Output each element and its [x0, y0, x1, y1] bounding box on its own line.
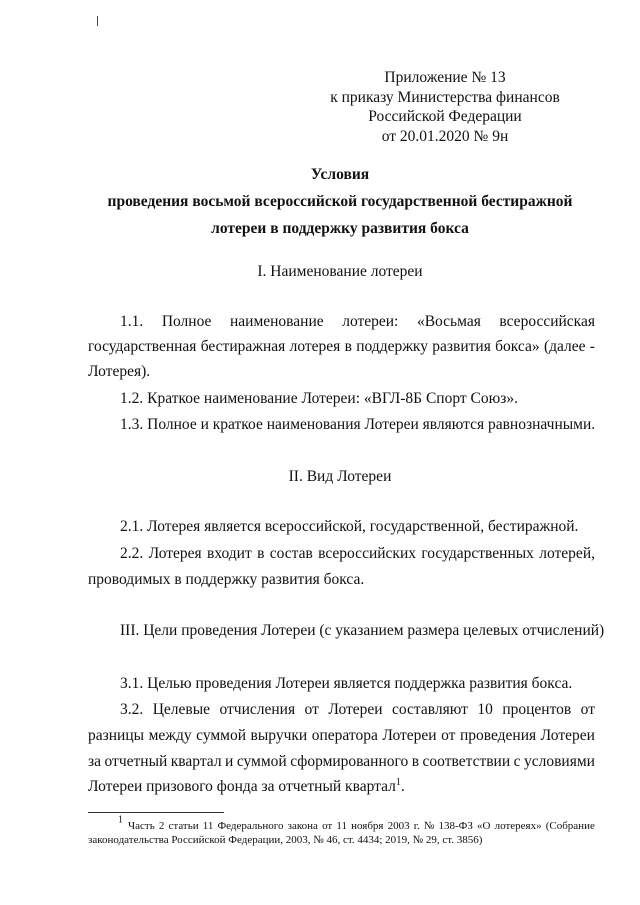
- word: лотереях»: [494, 820, 542, 832]
- word: сформированного: [290, 753, 409, 770]
- word: ноября: [351, 820, 384, 832]
- word: (далее: [543, 338, 586, 355]
- section-heading-3: III. Цели проведения Лотереи (с указанием размера целевых отчислений): [120, 622, 605, 639]
- word: 11: [336, 820, 347, 832]
- word: оператора: [311, 727, 378, 744]
- appendix-line: Приложение № 13: [384, 69, 506, 86]
- paragraph-3-2-line: [88, 727, 595, 745]
- word: 2.2.: [120, 545, 144, 562]
- paragraph-3-2: [120, 701, 595, 719]
- appendix-line: к приказу Министерства финансов: [330, 88, 560, 106]
- word: развития: [432, 338, 491, 355]
- paragraph-3-1: 3.1. Целью проведения Лотереи является поддержка развития бокса.: [120, 675, 573, 692]
- paragraph-1-1: [120, 313, 595, 331]
- word: Лотереи: [540, 727, 595, 744]
- word: отчисления: [219, 701, 296, 718]
- paragraph-1-3: 1.3. Полное и краткое наименования Лотереи являются равнозначными.: [120, 416, 596, 433]
- paragraph-1-1-line: Лотерея).: [88, 363, 151, 380]
- word: -: [589, 338, 595, 355]
- word: суммой: [236, 753, 287, 770]
- word: всероссийских: [318, 545, 416, 562]
- word: условиями: [524, 753, 595, 770]
- word: лотереи:: [342, 313, 399, 330]
- document-title-line: лотереи в поддержку развития бокса: [211, 220, 469, 237]
- word: процентов: [502, 701, 572, 718]
- paragraph-1-1-line: [88, 338, 595, 356]
- word: с: [513, 753, 521, 770]
- word: лотерея: [289, 338, 341, 355]
- word: суммой: [196, 727, 247, 744]
- word: всероссийская: [499, 313, 595, 330]
- word: в: [344, 338, 352, 355]
- word: 10: [477, 701, 493, 718]
- word: между: [148, 727, 192, 744]
- word: (Собрание: [545, 820, 595, 832]
- appendix-header: [300, 68, 590, 146]
- word: Лотереи: [382, 727, 437, 744]
- word: статьи: [168, 820, 199, 832]
- word: отчетный: [104, 753, 168, 770]
- word: от: [322, 820, 333, 832]
- word: 3.2.: [120, 701, 144, 718]
- word: в: [411, 753, 420, 770]
- paragraph-1-2: 1.2. Краткое наименование Лотереи: «ВГЛ-8Б Спорт Союз».: [120, 390, 518, 407]
- paragraph-2-2-line: проводимых в поддержку развития бокса.: [88, 571, 365, 588]
- word: поддержку: [356, 338, 428, 355]
- word: лотерей,: [539, 545, 595, 562]
- appendix-line: Российской Федерации: [368, 108, 522, 125]
- word: выручки: [250, 727, 308, 744]
- word: 11: [202, 820, 214, 832]
- word: государственная: [88, 338, 197, 355]
- footnote-marker: [118, 814, 123, 830]
- paragraph-3-2-line: [88, 778, 405, 796]
- document-title: Условия: [310, 166, 370, 183]
- word: бестиражная: [200, 338, 286, 355]
- word: «О: [477, 820, 491, 832]
- footnote-divider: [88, 812, 224, 813]
- word: г.: [413, 820, 420, 832]
- word: и: [225, 753, 234, 770]
- footnote-reference: 1: [395, 776, 401, 788]
- word: 2003: [387, 820, 410, 832]
- word: проведения: [459, 727, 537, 744]
- word: разницы: [88, 727, 145, 744]
- word: за: [88, 753, 102, 770]
- word: входит: [207, 545, 252, 562]
- section-heading-1: I. Наименование лотереи: [257, 263, 423, 280]
- word: Лотереи: [328, 701, 383, 718]
- word: Целевые: [152, 701, 211, 718]
- word: соответствии: [422, 753, 511, 770]
- paragraph-3-2-end: .: [400, 778, 405, 795]
- word: от: [304, 701, 319, 718]
- word: №: [423, 820, 435, 832]
- scan-mark: [97, 16, 98, 26]
- footnote-text: [128, 820, 595, 832]
- word: бокса»: [495, 338, 540, 355]
- word: 2: [158, 820, 165, 832]
- footnote-number: 1: [118, 814, 123, 826]
- word: государственных: [421, 545, 534, 562]
- word: закона: [287, 820, 318, 832]
- word: «Восьмая: [416, 313, 481, 330]
- word: Федерального: [217, 820, 284, 832]
- section-heading-2: II. Вид Лотереи: [288, 468, 392, 485]
- document-title-line: проведения восьмой всероссийской государственной бестиражной: [107, 193, 573, 210]
- paragraph-2-2: [120, 545, 595, 563]
- paragraph-3-2-text: Лотереи призового фонда за отчетный квартал: [88, 778, 396, 795]
- footnote-text-line: законодательства Российской Федерации, 2003, № 46, ст. 4434; 2019, № 29, ст. 3856): [88, 834, 483, 846]
- word: 138-ФЗ: [438, 820, 473, 832]
- word: Лотерея: [148, 545, 202, 562]
- word: состав: [269, 545, 313, 562]
- paragraph-2-1: 2.1. Лотерея является всероссийской, государственной, бестиражной.: [120, 518, 579, 535]
- word: составляют: [392, 701, 468, 718]
- word: квартал: [170, 753, 222, 770]
- word: наименование: [229, 313, 324, 330]
- word: от: [441, 727, 456, 744]
- word: в: [257, 545, 265, 562]
- word: Часть: [128, 820, 155, 832]
- paragraph-3-2-line: [88, 753, 595, 771]
- word: от: [580, 701, 595, 718]
- word: 1.1.: [120, 313, 144, 330]
- appendix-line: от 20.01.2020 № 9н: [381, 127, 509, 145]
- word: Полное: [161, 313, 212, 330]
